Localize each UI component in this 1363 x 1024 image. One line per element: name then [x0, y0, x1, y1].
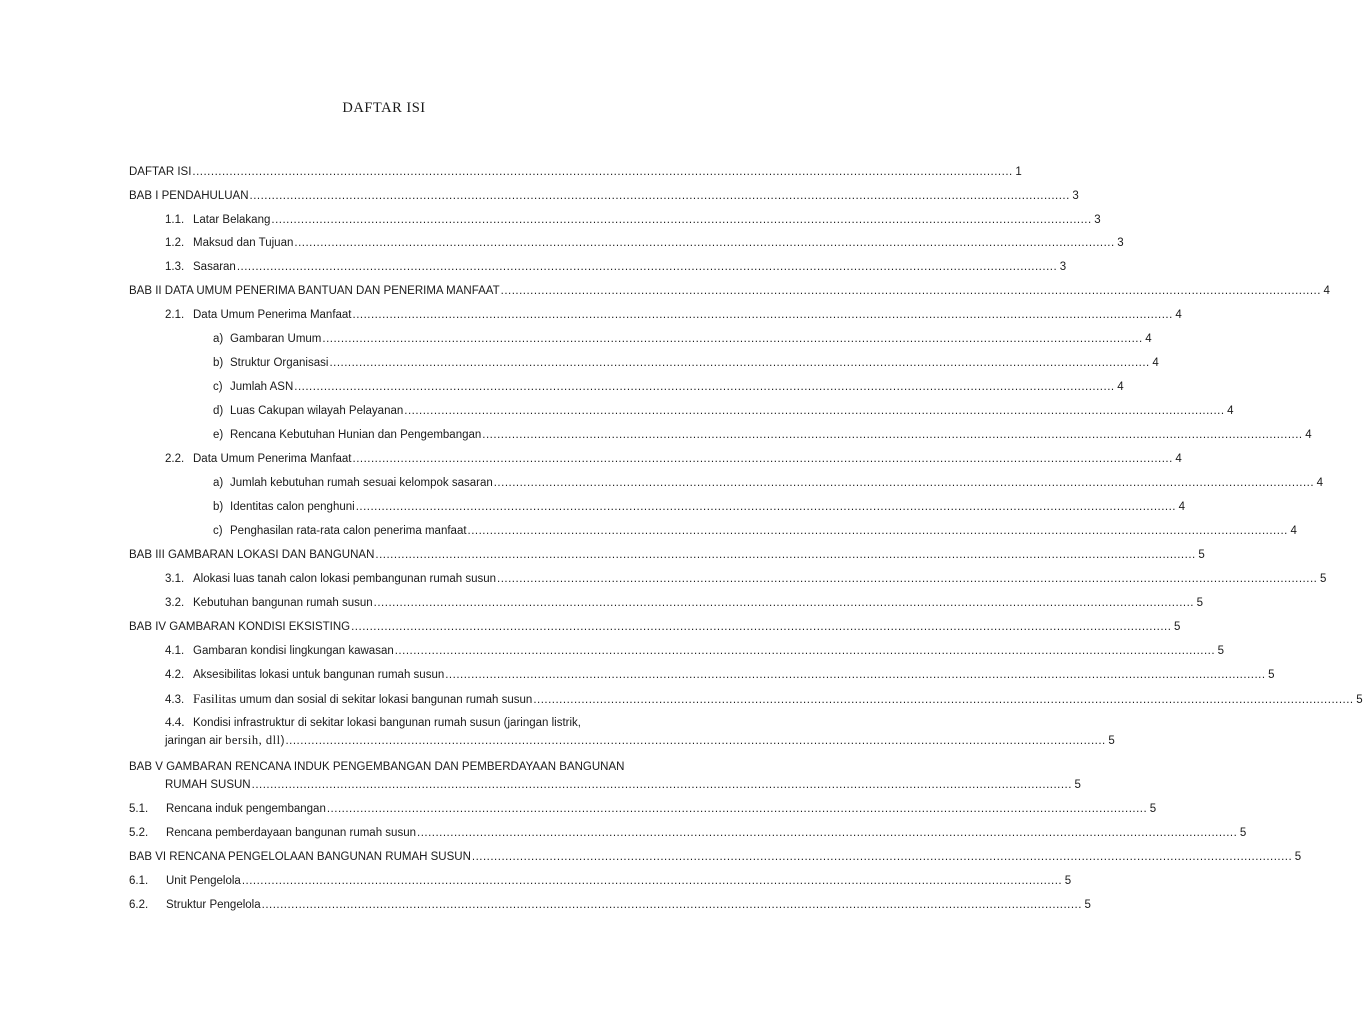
- toc-page-number: 4: [1145, 333, 1152, 345]
- toc-entry-text: Kebutuhan bangunan rumah susun: [193, 597, 373, 609]
- toc-entry-text: Jumlah kebutuhan rumah sesuai kelompok sasaran: [230, 477, 493, 489]
- toc-entry-text-line2: RUMAH SUSUN: [165, 779, 251, 791]
- toc-entry-number: 5.1.: [129, 803, 149, 815]
- toc-entry[interactable]: [129, 259, 1067, 275]
- toc-entry-number: b): [213, 501, 224, 513]
- toc-entry-number: d): [213, 405, 224, 417]
- toc-entry-number: 3.1.: [165, 573, 185, 585]
- toc-entry-text-serif: bersih, dll: [225, 733, 281, 747]
- toc-entry[interactable]: [129, 355, 1159, 371]
- toc-page-number: 3: [1094, 214, 1101, 226]
- toc-entry[interactable]: [129, 188, 1079, 204]
- toc-entry-text: BAB IV GAMBARAN KONDISI EKSISTING: [129, 621, 351, 633]
- toc-entry-text: Maksud dan Tujuan: [193, 237, 294, 249]
- toc-entry-text: Data Umum Penerima Manfaat: [193, 309, 352, 321]
- toc-entry[interactable]: [129, 451, 1182, 467]
- toc-entry-text: Rencana induk pengembangan: [166, 803, 326, 815]
- toc-entry[interactable]: [129, 307, 1182, 323]
- toc-page-number: 4: [1117, 381, 1124, 393]
- toc-entry[interactable]: [129, 523, 1297, 539]
- toc-page-number: 4: [1290, 525, 1297, 537]
- toc-entry-text: Rencana Kebutuhan Hunian dan Pengembangan: [230, 429, 482, 441]
- toc-entry-text: Luas Cakupan wilayah Pelayanan: [230, 405, 404, 417]
- toc-page-number: 5: [1198, 549, 1205, 561]
- table-of-contents: [129, 164, 1363, 913]
- toc-entry-number: 4.4.: [165, 714, 185, 729]
- toc-entry-text: Rencana pemberdayaan bangunan rumah susun: [166, 827, 416, 839]
- toc-page-number: 4: [1178, 501, 1185, 513]
- toc-page-number: 5: [1174, 621, 1181, 633]
- toc-entry-text: Latar Belakang: [193, 214, 271, 226]
- toc-entry-text: Penghasilan rata-rata calon penerima manfaat: [230, 525, 467, 537]
- toc-entry[interactable]: [129, 212, 1101, 228]
- toc-entry-number: 6.1.: [129, 875, 149, 887]
- toc-entry-text: Alokasi luas tanah calon lokasi pembangunan rumah susun: [193, 573, 497, 585]
- toc-page-number: 4: [1227, 405, 1234, 417]
- toc-entry-text: Sasaran: [193, 261, 236, 273]
- toc-entry[interactable]: [129, 499, 1185, 515]
- toc-entry-number: 2.2.: [165, 453, 185, 465]
- toc-entry-text-line2: jaringan air: [165, 735, 226, 747]
- toc-entry[interactable]: [129, 403, 1234, 419]
- toc-entry-number: 3.2.: [165, 597, 185, 609]
- toc-entry-number: 6.2.: [129, 899, 149, 911]
- toc-page-number: 5: [1319, 573, 1327, 585]
- toc-entry[interactable]: [129, 667, 1275, 683]
- toc-entry-text: Data Umum Penerima Manfaat: [193, 453, 352, 465]
- toc-entry-text: umum dan sosial di sekitar lokasi bangunan rumah susun: [236, 694, 533, 706]
- toc-entry-text: Identitas calon penghuni: [230, 501, 355, 513]
- toc-entry[interactable]: [129, 619, 1181, 635]
- toc-page-number: 5: [1196, 597, 1203, 609]
- toc-entry[interactable]: [129, 571, 1327, 587]
- toc-entry-text: BAB II DATA UMUM PENERIMA BANTUAN DAN PENERIMA MANFAAT: [129, 285, 500, 297]
- toc-entry-text: Kondisi infrastruktur di sekitar lokasi bangunan rumah susun (jaringan listrik,: [193, 717, 581, 729]
- toc-entry[interactable]: [129, 164, 1022, 180]
- toc-entry-number: a): [213, 333, 224, 345]
- toc-entry-number: 5.2.: [129, 827, 149, 839]
- toc-page-number: 5: [1149, 803, 1157, 815]
- toc-page-number: 3: [1117, 237, 1124, 249]
- toc-entry-text: BAB VI RENCANA PENGELOLAAN BANGUNAN RUMAH SUSUN: [129, 851, 471, 863]
- toc-entry[interactable]: [129, 427, 1312, 443]
- toc-entry-number: 1.2.: [165, 237, 185, 249]
- toc-entry-text: Gambaran Umum: [230, 333, 322, 345]
- toc-entry[interactable]: [129, 547, 1205, 563]
- toc-entry-number: 1.1.: [165, 214, 185, 226]
- toc-entry[interactable]: [129, 331, 1152, 347]
- toc-page-number: 4: [1175, 309, 1182, 321]
- toc-entry-number: 4.3.: [165, 694, 185, 706]
- toc-page-number: 5: [1217, 645, 1225, 657]
- toc-page-number: 5: [1356, 694, 1363, 706]
- page-title: DAFTAR ISI: [342, 100, 426, 116]
- toc-page-number: 1: [1015, 166, 1022, 178]
- toc-entry[interactable]: [129, 757, 1081, 793]
- toc-entry[interactable]: [129, 825, 1247, 841]
- toc-page-number: 5: [1084, 899, 1091, 911]
- toc-entry-text: DAFTAR ISI: [129, 166, 192, 178]
- toc-page-number: 4: [1316, 477, 1324, 489]
- toc-entry[interactable]: [129, 283, 1330, 299]
- toc-entry[interactable]: 4.4. Kondisi infrastruktur di sekitar lokasi bangunan rumah susun (jaringan listrik, jaringan air bersih, dll) ..... 5: [129, 714, 685, 749]
- toc-entry-number: b): [213, 357, 224, 369]
- toc-entry-number: 2.1.: [165, 309, 185, 321]
- toc-page-number: 5: [1064, 875, 1072, 887]
- toc-page-number: 3: [1072, 190, 1079, 202]
- toc-page-number: 5: [1294, 851, 1302, 863]
- toc-entry[interactable]: [129, 475, 1324, 491]
- toc-entry-text: Aksesibilitas lokasi untuk bangunan rumah susun: [193, 669, 445, 681]
- toc-page-number: 5: [1074, 779, 1081, 791]
- toc-entry-text: Gambaran kondisi lingkungan kawasan: [193, 645, 394, 657]
- toc-page-number: 5: [1268, 669, 1275, 681]
- toc-page-number: 4: [1175, 453, 1182, 465]
- toc-entry-number: 4.2.: [165, 669, 185, 681]
- toc-entry-text: BAB V GAMBARAN RENCANA INDUK PENGEMBANGAN DAN PEMBERDAYAAN BANGUNAN: [129, 761, 625, 773]
- toc-entry[interactable]: [129, 691, 1363, 708]
- toc-entry[interactable]: [129, 801, 1157, 817]
- toc-entry-number: a): [213, 477, 224, 489]
- toc-entry[interactable]: [129, 897, 1091, 913]
- toc-entry-number: 1.3.: [165, 261, 185, 273]
- toc-entry-text: Jumlah ASN: [230, 381, 294, 393]
- toc-entry-number: c): [213, 381, 223, 393]
- toc-entry-number: c): [213, 525, 223, 537]
- toc-entry-text-serif: Fasilitas: [193, 691, 237, 706]
- toc-page-number: 4: [1323, 285, 1330, 297]
- toc-entry-text: Unit Pengelola: [166, 875, 241, 887]
- toc-entry[interactable]: [129, 595, 1203, 611]
- toc-entry-text: Struktur Pengelola: [166, 899, 261, 911]
- toc-entry[interactable]: [129, 235, 1124, 251]
- toc-page-number: 3: [1059, 261, 1067, 273]
- toc-entry[interactable]: [129, 643, 1225, 659]
- toc-entry-text: BAB I PENDAHULUAN: [129, 190, 249, 202]
- toc-entry[interactable]: [129, 849, 1302, 865]
- toc-entry-number: e): [213, 429, 224, 441]
- toc-entry[interactable]: [129, 379, 1124, 395]
- toc-page-number: 5: [1239, 827, 1247, 839]
- toc-page-number: 5: [1108, 735, 1115, 747]
- toc-page-number: 4: [1305, 429, 1312, 441]
- toc-page-number: 4: [1152, 357, 1159, 369]
- toc-entry-number: 4.1.: [165, 645, 185, 657]
- toc-entry-text: Struktur Organisasi: [230, 357, 329, 369]
- toc-entry-text: BAB III GAMBARAN LOKASI DAN BANGUNAN: [129, 549, 375, 561]
- toc-entry[interactable]: [129, 873, 1072, 889]
